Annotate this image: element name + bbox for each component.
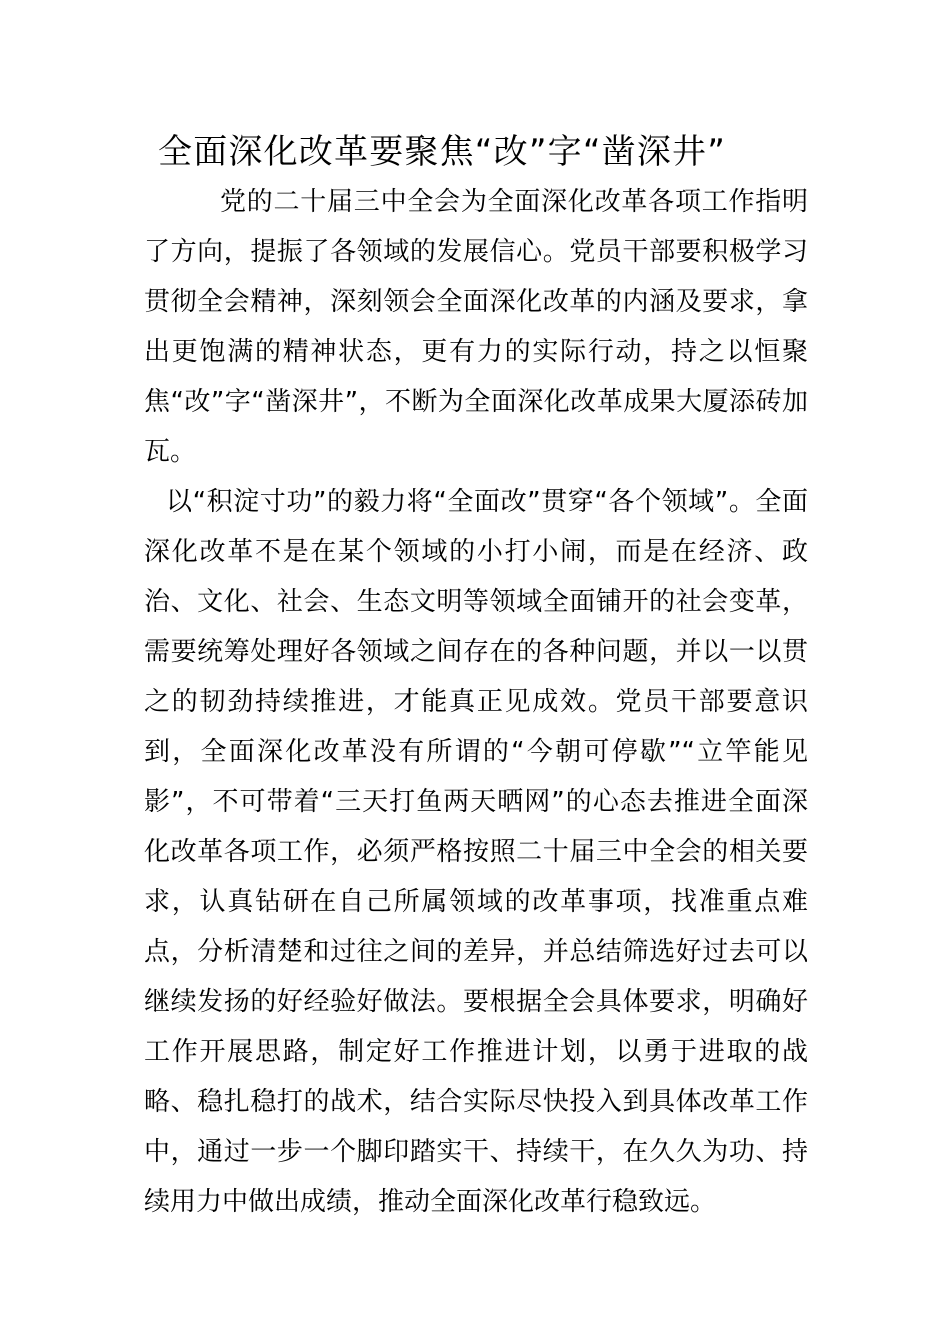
paragraph-main: 以“积淀寸功”的毅力将“全面改”贯穿“各个领域”。全面深化改革不是在某个领域的小打小闹，而是在经济、政治、文化、社会、生态文明等领域全面铺开的社会变革，需要统筹处理好各领域之间存在的各种问题，并以一以贯之的韧劲持续推进，才能真正见成效。党员干部要意识到，全面深化改革没有所谓的“今朝可停歇”“立竿能见影”，不可带着“三天打鱼两天晒网”的心态去推进全面深化改革各项工作，必须严格按照二十届三中全会的相关要求，认真钻研在自己所属领域的改革事项，找准重点难点，分析清楚和过往之间的差异，并总结筛选好过去可以继续发扬的好经验好做法。要根据全会具体要求，明确好工作开展思路，制定好工作推进计划，以勇于进取的战略、稳扎稳打的战术，结合实际尽快投入到具体改革工作中，通过一步一个脚印踏实干、持续干，在久久为功、持续用力中做出成绩，推动全面深化改革行稳致远。 <box>144 487 808 1217</box>
document-body <box>144 177 808 1227</box>
paragraph-intro: 党的二十届三中全会为全面深化改革各项工作指明了方向，提振了各领域的发展信心。党员干部要积极学习贯彻全会精神，深刻领会全面深化改革的内涵及要求，拿出更饱满的精神状态，更有力的实际行动，持之以恒聚焦“改”字“凿深井”，不断为全面深化改革成果大厦添砖加瓦。 <box>144 187 808 467</box>
document-title: 全面深化改革要聚焦“改”字“凿深井” <box>158 132 727 172</box>
